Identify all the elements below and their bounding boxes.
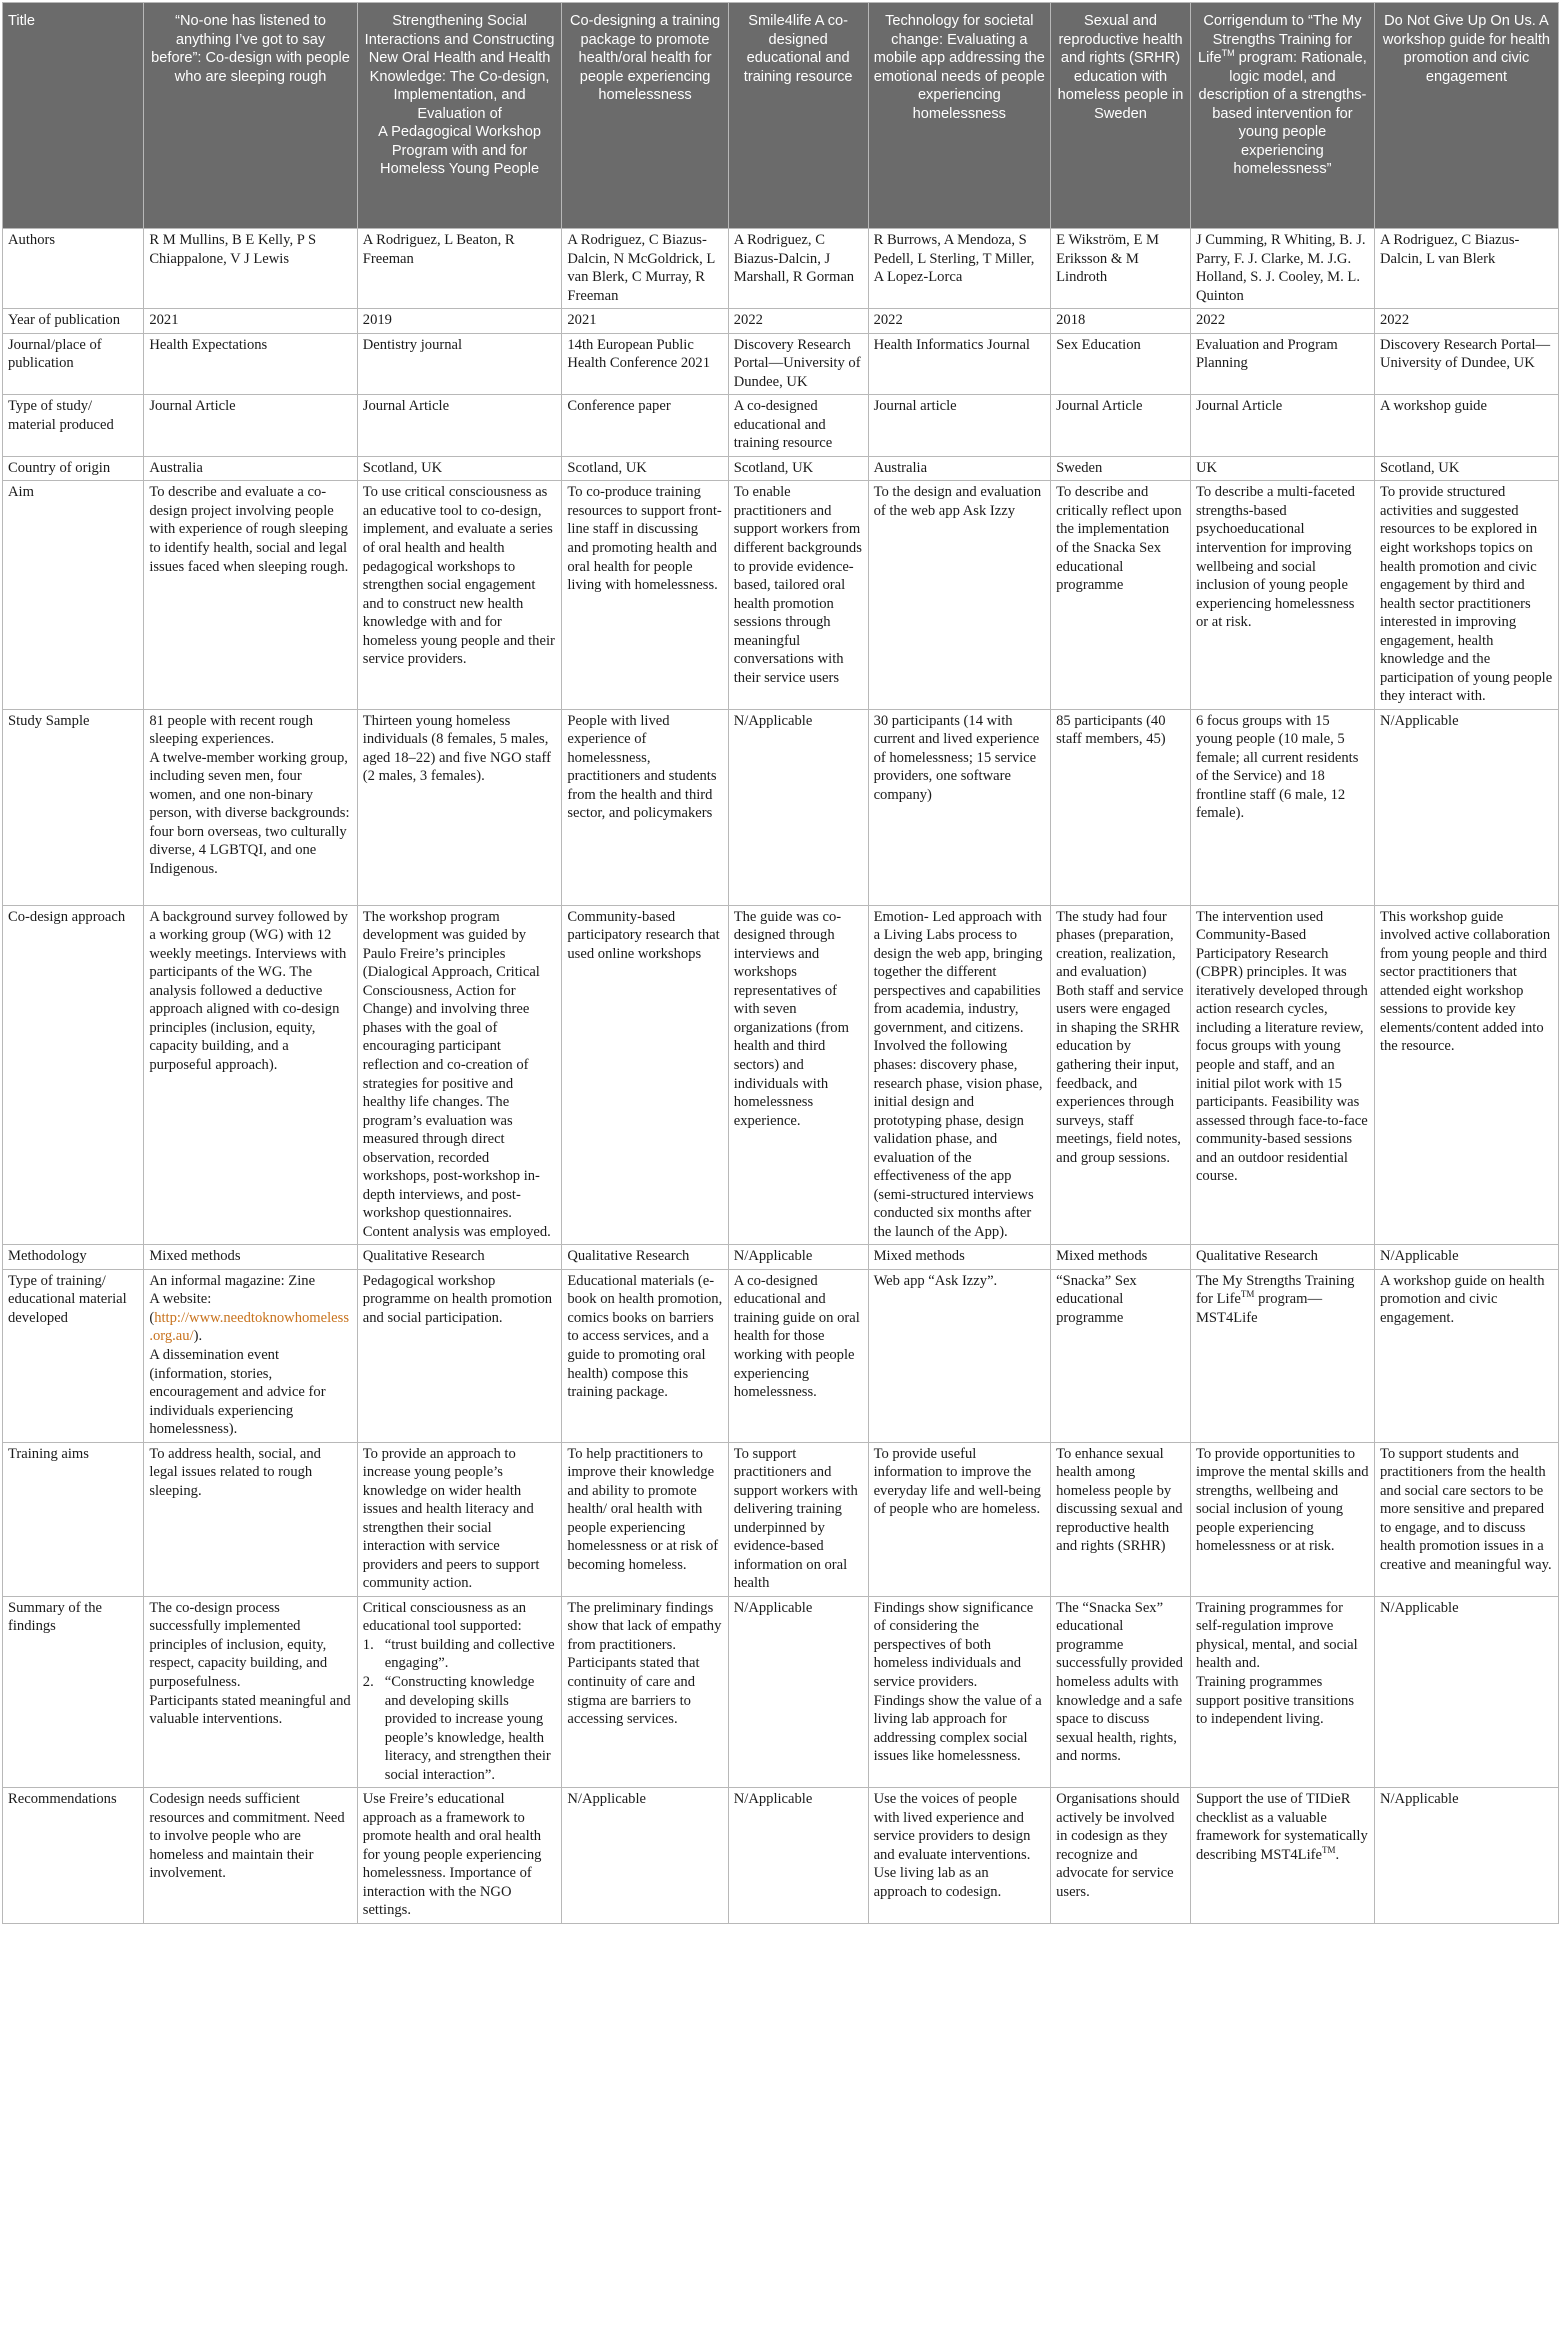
table-cell: The intervention used Community-Based Participatory Research (CBPR) principles. It was iteratively developed through action research cycles, including a literature review, focus groups with young people and staff, and an initial pilot work with 15 participants. Feasibility was assessed through face-to-face community-based sessions and an outdoor residential course.: [1190, 905, 1374, 1245]
table-cell: N/Applicable: [728, 1245, 868, 1270]
table-cell: A workshop guide: [1374, 395, 1558, 457]
row-training-type: [3, 1269, 1559, 1442]
table-cell: To support students and practitioners from the health and social care sectors to be more sensitive and prepared to engage, and to discuss health promotion issues in a creative and meaningful way.: [1374, 1442, 1558, 1596]
list-item: 2. “Constructing knowledge and developing skills provided to increase young people’s knowledge, health literacy, and strengthen their social interaction”.: [362, 1674, 551, 1783]
table-cell: 14th European Public Health Conference 2021: [562, 333, 728, 395]
table-cell: 85 participants (40 staff members, 45): [1051, 709, 1191, 905]
table-cell: The workshop program development was guided by Paulo Freire’s principles (Dialogical Approach, Critical Consciousness, Action for Change) and involving three phases with the goal of encouraging participant reflection and co-creation of strategies for positive and healthy life changes. The program’s evaluation was measured through direct observation, recorded workshops, post-workshop in-depth interviews, and post-workshop questionnaires. Content analysis was employed.: [357, 905, 562, 1245]
table-cell: 2019: [357, 309, 562, 334]
table-cell: E Wikström, E M Eriksson & M Lindroth: [1051, 229, 1191, 309]
table-cell: Qualitative Research: [562, 1245, 728, 1270]
row-country: [3, 456, 1559, 481]
table-cell: To provide structured activities and suggested resources to be explored in eight workshops topics on health promotion and civic engagement by third and health sector practitioners interested in improving engagement, health knowledge and the participation of young people they interact with.: [1374, 481, 1558, 709]
table-cell: Qualitative Research: [1190, 1245, 1374, 1270]
table-cell: N/Applicable: [1374, 1245, 1558, 1270]
table-cell: A Rodriguez, C Biazus-Dalcin, J Marshall, R Gorman: [728, 229, 868, 309]
row-aim: [3, 481, 1559, 709]
table-cell: Mixed methods: [1051, 1245, 1191, 1270]
table-cell: This workshop guide involved active collaboration from young people and third sector practitioners that attended eight workshop sessions to provide key elements/content added into the resource.: [1374, 905, 1558, 1245]
table-cell: The study had four phases (preparation, creation, realization, and evaluation) Both staff and service users were engaged in shaping the SRHR education by gathering their input, feedback, and experiences through surveys, staff meetings, field notes, and group sessions.: [1051, 905, 1191, 1245]
table-cell: Critical consciousness as an educational tool supported: 1. “trust building and collective engaging”. 2. “Constructing knowledge and developing skills provided to increase young people’s knowledge, health literacy, and strengthen their social interaction”.: [357, 1596, 562, 1787]
table-cell: To provide useful information to improve the everyday life and well-being of people who are homeless.: [868, 1442, 1051, 1596]
table-cell: Thirteen young homeless individuals (8 females, 5 males, aged 18–22) and five NGO staff (2 males, 3 females).: [357, 709, 562, 905]
study-title-1: “No-one has listened to anything I’ve got to say before”: Co-design with people who are sleeping rough: [144, 3, 357, 229]
table-cell: R M Mullins, B E Kelly, P S Chiappalone, V J Lewis: [144, 229, 357, 309]
row-label: Year of publication: [3, 309, 144, 334]
study-title-6: Sexual and reproductive health and rights (SRHR) education with homeless people in Sweden: [1051, 3, 1191, 229]
table-cell: 6 focus groups with 15 young people (10 male, 5 female; all current residents of the Service) and 18 frontline staff (6 male, 12 female).: [1190, 709, 1374, 905]
list-item: 1. “trust building and collective engaging”.: [362, 1636, 555, 1672]
studies-table: [2, 2, 1559, 1924]
table-cell: Emotion- Led approach with a Living Labs process to design the web app, bringing together the different perspectives and capabilities from academia, industry, government, and citizens. Involved the following phases: discovery phase, research phase, vision phase, initial design and prototyping phase, design validation phase, and evaluation of the effectiveness of the app (semi-structured interviews conducted six months after the launch of the App).: [868, 905, 1051, 1245]
table-cell: The preliminary findings show that lack of empathy from practitioners. Participants stated that continuity of care and stigma are barriers to accessing services.: [562, 1596, 728, 1787]
table-cell: A background survey followed by a working group (WG) with 12 weekly meetings. Interviews with participants of the WG. The analysis followed a deductive approach aligned with co-design principles (inclusion, equity, capacity building, and a purposeful approach).: [144, 905, 357, 1245]
row-label: Recommendations: [3, 1788, 144, 1924]
table-cell: A Rodriguez, C Biazus-Dalcin, N McGoldrick, L van Blerk, C Murray, R Freeman: [562, 229, 728, 309]
table-cell: To help practitioners to improve their knowledge and ability to promote health/ oral health with people experiencing homelessness or at risk of becoming homeless.: [562, 1442, 728, 1596]
table-cell: Mixed methods: [868, 1245, 1051, 1270]
row-label: Authors: [3, 229, 144, 309]
table-cell: Scotland, UK: [728, 456, 868, 481]
table-cell: Dentistry journal: [357, 333, 562, 395]
table-cell: 2022: [1374, 309, 1558, 334]
table-cell: Evaluation and Program Planning: [1190, 333, 1374, 395]
row-label: Study Sample: [3, 709, 144, 905]
header-row: [3, 3, 1559, 229]
table-cell: A Rodriguez, L Beaton, R Freeman: [357, 229, 562, 309]
table-cell: Sweden: [1051, 456, 1191, 481]
table-cell: The guide was co-designed through interviews and workshops representatives of with seven organizations (from health and third sectors) and individuals with homelessness experience.: [728, 905, 868, 1245]
row-codesign: [3, 905, 1559, 1245]
table-cell: Training programmes for self-regulation improve physical, mental, and social health and. Training programmes support positive transitions to independent living.: [1190, 1596, 1374, 1787]
row-label: Type of training/ educational material developed: [3, 1269, 144, 1442]
table-cell: 2022: [728, 309, 868, 334]
table-cell: Qualitative Research: [357, 1245, 562, 1270]
table-cell: 2022: [868, 309, 1051, 334]
table-cell: Pedagogical workshop programme on health promotion and social participation.: [357, 1269, 562, 1442]
table-cell: Educational materials (e-book on health promotion, comics books on barriers to access services, and a guide to promoting oral health) compose this training package.: [562, 1269, 728, 1442]
row-sample: [3, 709, 1559, 905]
row-label: Methodology: [3, 1245, 144, 1270]
table-cell: The My Strengths Training for Life™ program—MST4Life: [1190, 1269, 1374, 1442]
table-cell: N/Applicable: [1374, 1788, 1558, 1924]
table-cell: Web app “Ask Izzy”.: [868, 1269, 1051, 1442]
table-cell: To co-produce training resources to support front-line staff in discussing and promoting health and oral health for people living with homelessness.: [562, 481, 728, 709]
table-cell: A co-designed educational and training resource: [728, 395, 868, 457]
table-cell: 81 people with recent rough sleeping experiences. A twelve-member working group, including seven men, four women, and one non-binary person, with diverse backgrounds: four born overseas, two culturally diverse, 4 LGBTQI, and one Indigenous.: [144, 709, 357, 905]
row-findings: [3, 1596, 1559, 1787]
website-link[interactable]: http://www.needtoknowhomeless.org.au/: [149, 1309, 350, 1345]
table-cell: N/Applicable: [728, 1788, 868, 1924]
row-label: Summary of the findings: [3, 1596, 144, 1787]
table-cell: To address health, social, and legal issues related to rough sleeping.: [144, 1442, 357, 1596]
table-cell: Support the use of TIDieR checklist as a valuable framework for systematically describing MST4Life™.: [1190, 1788, 1374, 1924]
table-cell: Use the voices of people with lived experience and service providers to design and evaluate interventions. Use living lab as an approach to codesign.: [868, 1788, 1051, 1924]
table-cell: An informal magazine: Zine A website: (http://www.needtoknowhomeless.org.au/). A dissemination event (information, stories, encouragement and advice for individuals experiencing homelessness).: [144, 1269, 357, 1442]
table-cell: A Rodriguez, C Biazus-Dalcin, L van Blerk: [1374, 229, 1558, 309]
table-cell: A co-designed educational and training guide on oral health for those working with people experiencing homelessness.: [728, 1269, 868, 1442]
row-label: Training aims: [3, 1442, 144, 1596]
row-recommendations: [3, 1788, 1559, 1924]
trademark-sup: TM: [1240, 1289, 1255, 1300]
table-cell: J Cumming, R Whiting, B. J. Parry, F. J. Clarke, M. J.G. Holland, S. J. Cooley, M. L. Quinton: [1190, 229, 1374, 309]
study-title-2: Strengthening Social Interactions and Constructing New Oral Health and Health Knowledge: The Co-design, Implementation, and Evaluation of A Pedagogical Workshop Program with and for Homeless Young People: [357, 3, 562, 229]
study-title-3: Co-designing a training package to promote health/oral health for people experiencing homelessness: [562, 3, 728, 229]
table-cell: Journal Article: [144, 395, 357, 457]
row-label: Journal/place of publication: [3, 333, 144, 395]
study-title-4: Smile4life A co-designed educational and training resource: [728, 3, 868, 229]
table-cell: N/Applicable: [1374, 709, 1558, 905]
table-cell: Journal Article: [1051, 395, 1191, 457]
row-label: Co-design approach: [3, 905, 144, 1245]
row-authors: [3, 229, 1559, 309]
table-cell: N/Applicable: [728, 709, 868, 905]
row-year: [3, 309, 1559, 334]
row-label: Aim: [3, 481, 144, 709]
table-cell: To support practitioners and support workers with delivering training underpinned by evidence-based information on oral health: [728, 1442, 868, 1596]
table-cell: The co-design process successfully implemented principles of inclusion, equity, respect, capacity building, and purposefulness. Participants stated meaningful and valuable interventions.: [144, 1596, 357, 1787]
row-journal: [3, 333, 1559, 395]
table-cell: The “Snacka Sex” educational programme successfully provided homeless adults with knowledge and a safe space to discuss sexual health, rights, and norms.: [1051, 1596, 1191, 1787]
header-label: Title: [3, 3, 144, 229]
row-type: [3, 395, 1559, 457]
table-cell: Scotland, UK: [562, 456, 728, 481]
table-cell: Journal Article: [357, 395, 562, 457]
table-cell: To enhance sexual health among homeless people by discussing sexual and reproductive health and rights (SRHR): [1051, 1442, 1191, 1596]
table-cell: Scotland, UK: [357, 456, 562, 481]
table-cell: Sex Education: [1051, 333, 1191, 395]
study-title-5: Technology for societal change: Evaluating a mobile app addressing the emotional needs of people experiencing homelessness: [868, 3, 1051, 229]
table-cell: 2022: [1190, 309, 1374, 334]
table-cell: Scotland, UK: [1374, 456, 1558, 481]
table-cell: Journal Article: [1190, 395, 1374, 457]
table-cell: Use Freire’s educational approach as a framework to promote health and oral health for young people experiencing homelessness. Importance of interaction with the NGO settings.: [357, 1788, 562, 1924]
table-cell: 2021: [562, 309, 728, 334]
table-cell: N/Applicable: [562, 1788, 728, 1924]
table-cell: To use critical consciousness as an educative tool to co-design, implement, and evaluate a series of oral health and health pedagogical workshops to strengthen social engagement and to construct new health knowledge with and for homeless young people and their service providers.: [357, 481, 562, 709]
row-training-aims: [3, 1442, 1559, 1596]
table-cell: To describe and critically reflect upon the implementation of the Snacka Sex educational programme: [1051, 481, 1191, 709]
table-cell: UK: [1190, 456, 1374, 481]
table-cell: A workshop guide on health promotion and civic engagement.: [1374, 1269, 1558, 1442]
trademark-sup: TM: [1221, 48, 1235, 59]
table-cell: R Burrows, A Mendoza, S Pedell, L Sterling, T Miller, A Lopez-Lorca: [868, 229, 1051, 309]
table-cell: Mixed methods: [144, 1245, 357, 1270]
table-cell: Journal article: [868, 395, 1051, 457]
table-cell: Conference paper: [562, 395, 728, 457]
study-title-7: Corrigendum to “The My Strengths Training for Life™ program: Rationale, logic model, and description of a strengths-based intervention for young people experiencing homelessness”: [1190, 3, 1374, 229]
table-cell: To provide opportunities to improve the mental skills and strengths, wellbeing and social inclusion of young people experiencing homelessness or at risk.: [1190, 1442, 1374, 1596]
table-cell: Codesign needs sufficient resources and commitment. Need to involve people who are homeless and maintain their involvement.: [144, 1788, 357, 1924]
table-cell: To describe a multi-faceted strengths-based psychoeducational intervention for improving wellbeing and social inclusion of young people experiencing homelessness or at risk.: [1190, 481, 1374, 709]
table-cell: Community-based participatory research that used online workshops: [562, 905, 728, 1245]
trademark-sup: TM: [1322, 1844, 1336, 1855]
table-cell: Findings show significance of considering the perspectives of both homeless individuals and service providers. Findings show the value of a living lab approach for addressing complex social issues like homelessness.: [868, 1596, 1051, 1787]
table-cell: N/Applicable: [728, 1596, 868, 1787]
table-cell: N/Applicable: [1374, 1596, 1558, 1787]
row-label: Type of study/ material produced: [3, 395, 144, 457]
row-label: Country of origin: [3, 456, 144, 481]
table-cell: Organisations should actively be involved in codesign as they recognize and advocate for service users.: [1051, 1788, 1191, 1924]
table-cell: To the design and evaluation of the web app Ask Izzy: [868, 481, 1051, 709]
table-cell: To describe and evaluate a co-design project involving people with experience of rough sleeping to identify health, social and legal issues faced when sleeping rough.: [144, 481, 357, 709]
table-cell: To enable practitioners and support workers from different backgrounds to provide evidence-based, tailored oral health promotion sessions through meaningful conversations with their service users: [728, 481, 868, 709]
table-cell: Health Expectations: [144, 333, 357, 395]
table-cell: “Snacka” Sex educational programme: [1051, 1269, 1191, 1442]
table-cell: 30 participants (14 with current and lived experience of homelessness; 15 service providers, one software company): [868, 709, 1051, 905]
table-cell: To provide an approach to increase young people’s knowledge on wider health issues and health literacy and strengthen their social interaction with service providers and peers to support community action.: [357, 1442, 562, 1596]
table-cell: 2021: [144, 309, 357, 334]
table-cell: People with lived experience of homelessness, practitioners and students from the health and third sector, and policymakers: [562, 709, 728, 905]
table-cell: Health Informatics Journal: [868, 333, 1051, 395]
row-methodology: [3, 1245, 1559, 1270]
study-title-8: Do Not Give Up On Us. A workshop guide for health promotion and civic engagement: [1374, 3, 1558, 229]
table-cell: 2018: [1051, 309, 1191, 334]
table-cell: Discovery Research Portal—University of Dundee, UK: [728, 333, 868, 395]
table-cell: Australia: [868, 456, 1051, 481]
table-cell: Australia: [144, 456, 357, 481]
table-cell: Discovery Research Portal—University of Dundee, UK: [1374, 333, 1558, 395]
